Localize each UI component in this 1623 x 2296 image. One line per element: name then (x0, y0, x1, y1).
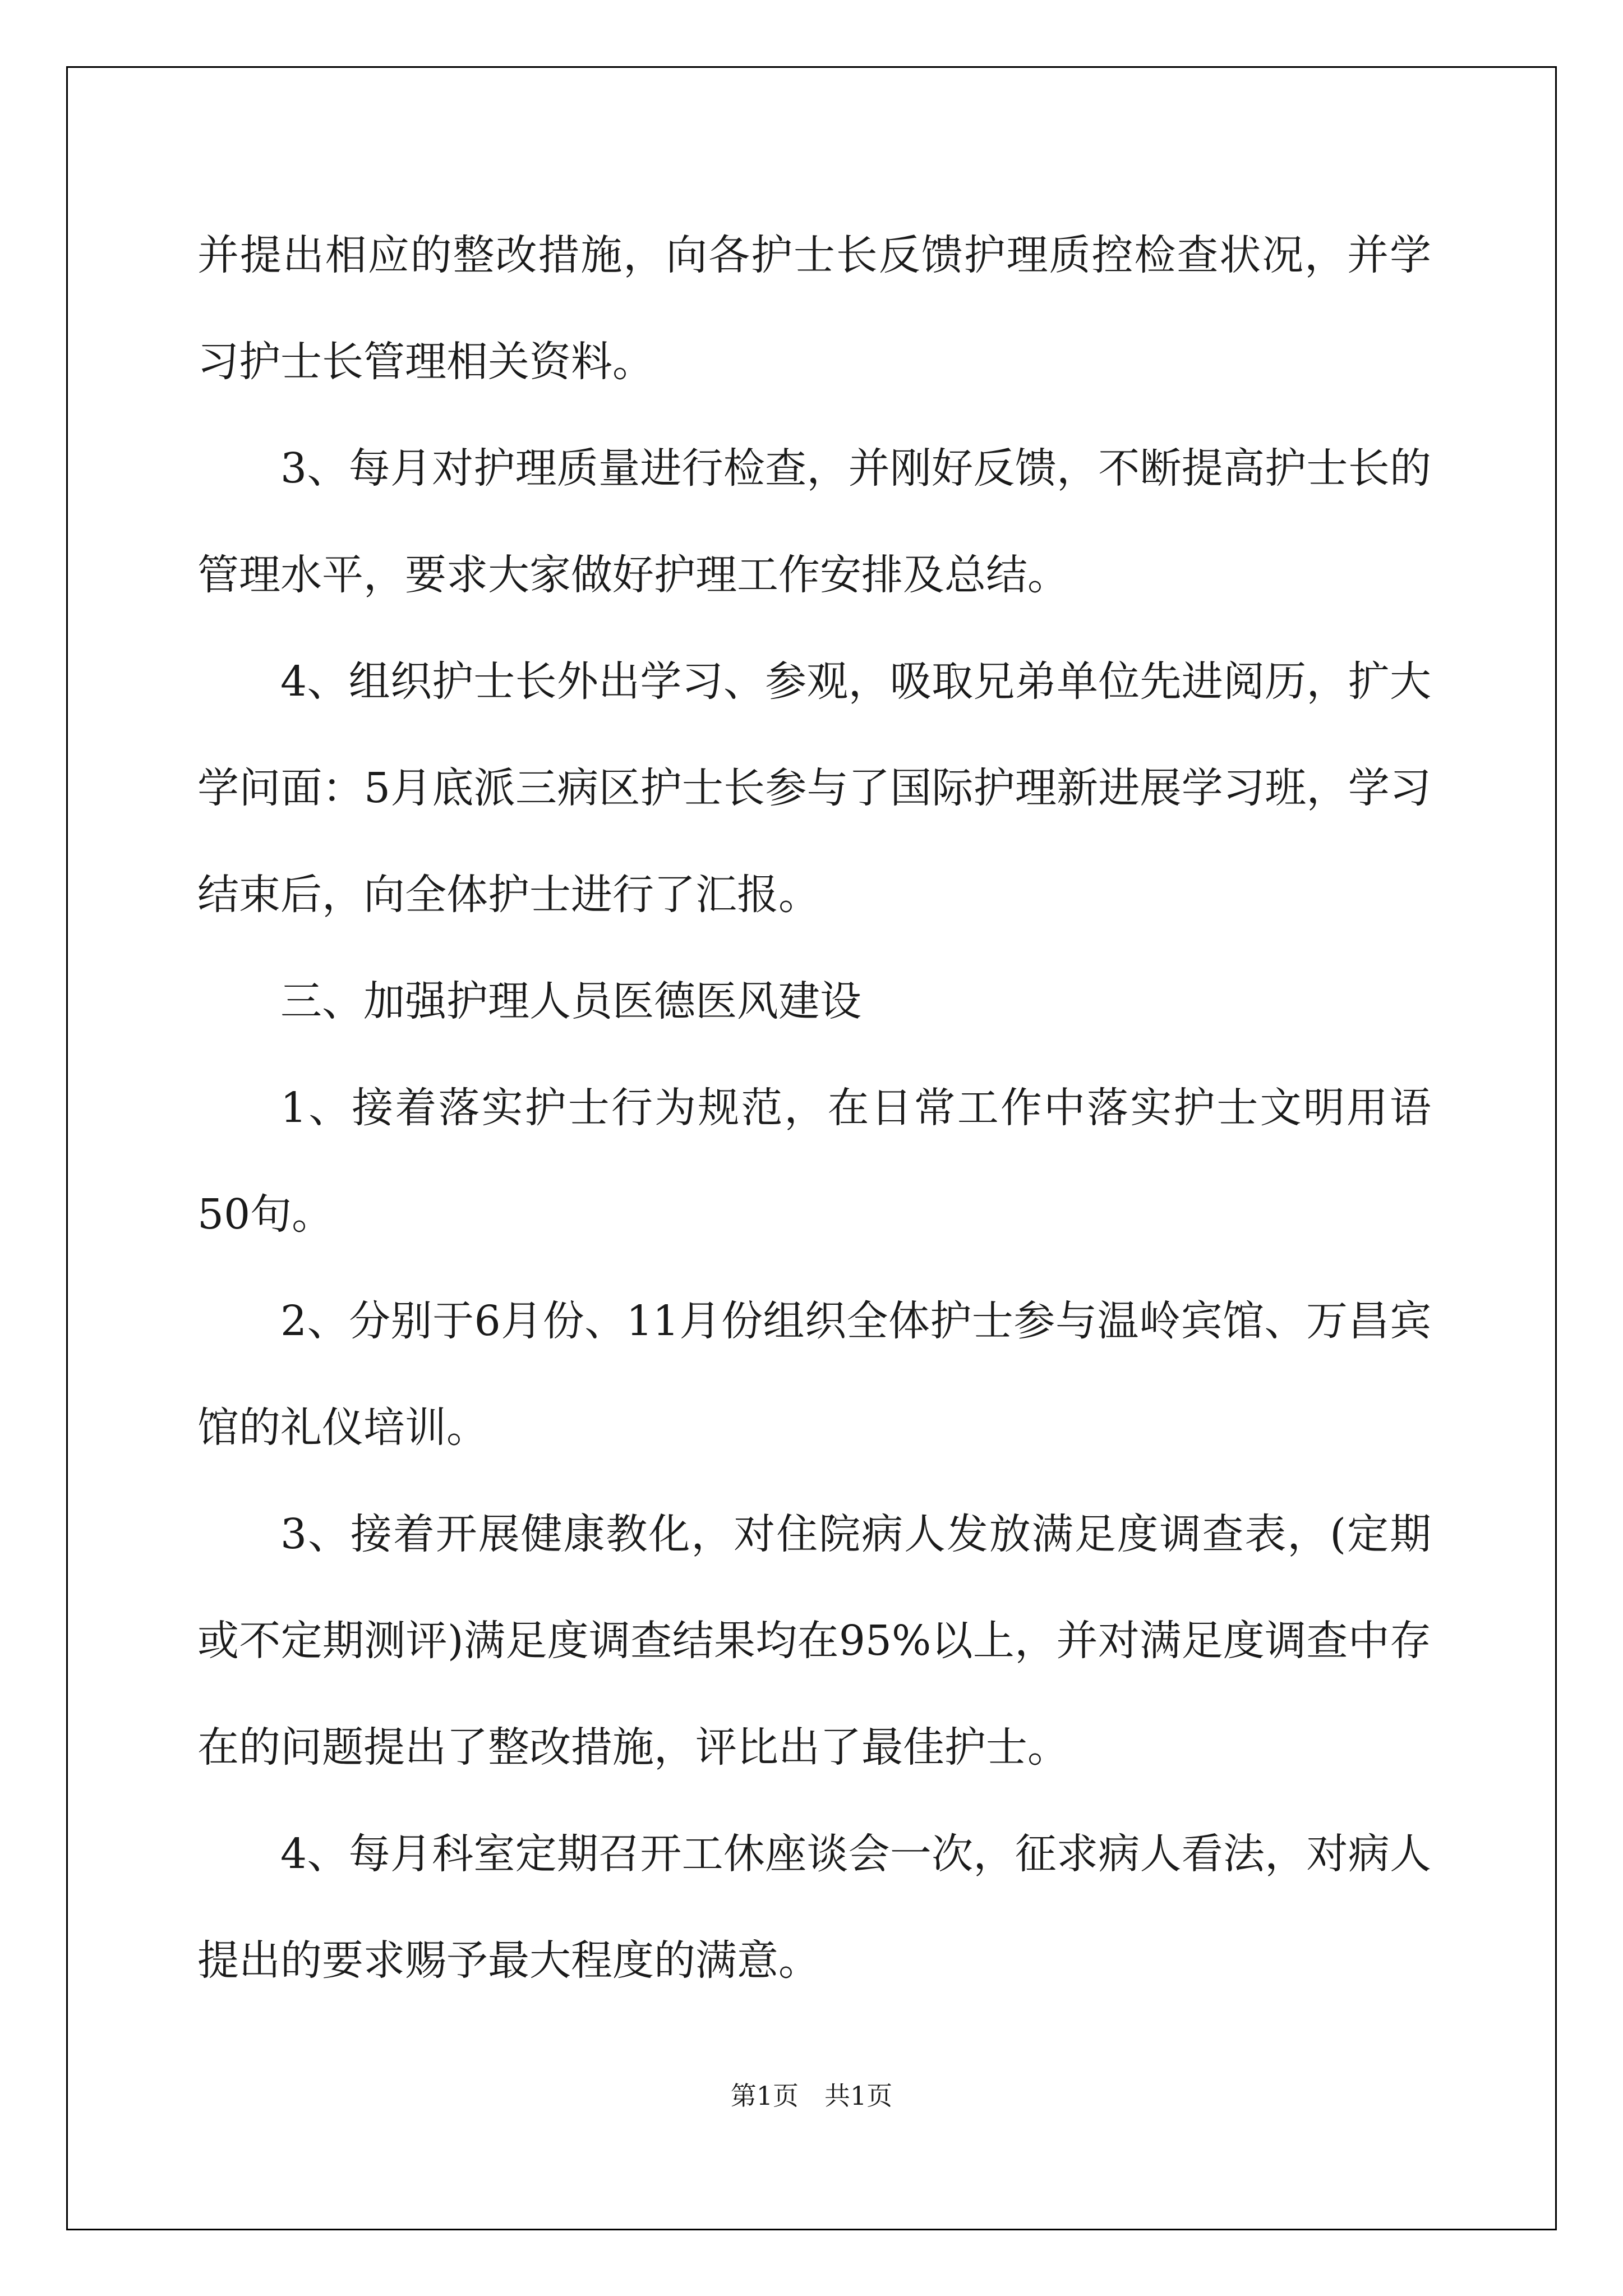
paragraph-1: 并提出相应的整改措施，向各护士长反馈护理质控检查状况，并学习护士长管理相关资料。 (197, 231, 1431, 386)
paragraph-3: 4、组织护士长外出学习、参观，吸取兄弟单位先进阅历，扩大学问面：5月底派三病区护士长参与了国际护理新进展学习班，学习结束后，向全体护士进行了汇报。 (197, 657, 1431, 919)
section-heading: 三、加强护理人员医德医风建设 (280, 977, 861, 1025)
document-body (197, 202, 1431, 2014)
paragraph-5: 1、接着落实护士行为规范，在日常工作中落实护士文明用语50句。 (197, 1084, 1431, 1239)
paragraph-7: 3、接着开展健康教化，对住院病人发放满足度调查表，(定期或不定期测评)满足度调查结果均在95%以上，并对满足度调查中存在的问题提出了整改措施，评比出了最佳护士。 (197, 1510, 1431, 1772)
paragraph-2: 3、每月对护理质量进行检查，并刚好反馈，不断提高护士长的管理水平，要求大家做好护理工作安排及总结。 (197, 444, 1431, 599)
paragraph-8: 4、每月科室定期召开工休座谈会一次，征求病人看法，对病人提出的要求赐予最大程度的满意。 (197, 1830, 1431, 1985)
paragraph-6: 2、分别于6月份、11月份组织全体护士参与温岭宾馆、万昌宾馆的礼仪培训。 (197, 1297, 1431, 1452)
page-footer: 第1页 共1页 (730, 2081, 893, 2111)
